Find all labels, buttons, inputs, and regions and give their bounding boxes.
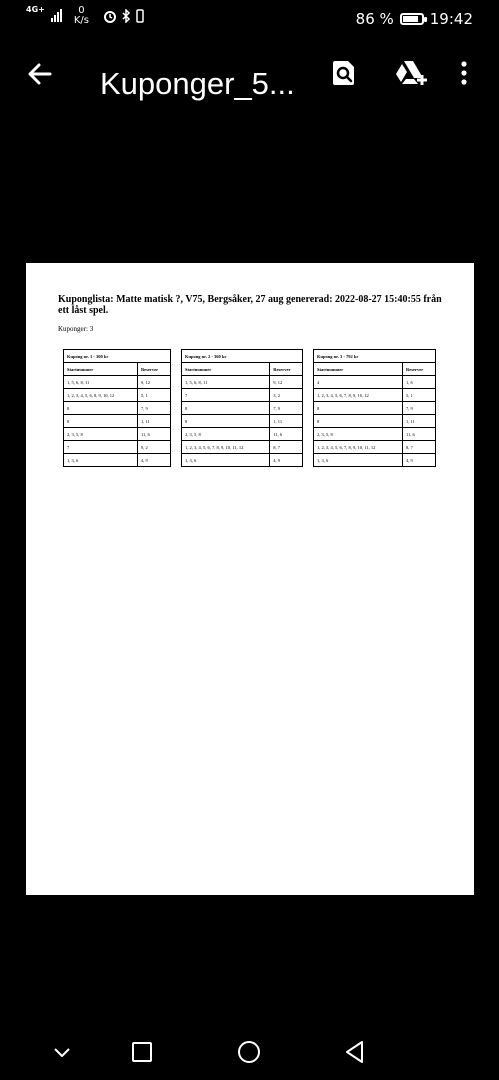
table-row (64, 389, 171, 402)
table-row (182, 441, 303, 454)
table-row (182, 376, 303, 389)
battery-icon (400, 13, 424, 25)
cell-reserve: 5, 1 (402, 389, 435, 402)
speed-value: 0 (78, 5, 85, 16)
table-row (182, 428, 303, 441)
more-vert-icon[interactable] (454, 58, 474, 88)
cell-start: 7 (64, 441, 138, 454)
table-row (182, 402, 303, 415)
cell-start: 7 (182, 389, 270, 402)
cell-start: 1, 3, 6 (314, 454, 403, 467)
cell-start: 1, 2, 3, 4, 5, 6, 8, 9, 10, 12 (64, 389, 138, 402)
cell-reserve: 4, 9 (270, 454, 303, 467)
coupon-header: Kupong nr. 1 - 300 kr (64, 350, 171, 363)
table-row (64, 441, 171, 454)
cell-start: 8 (64, 415, 138, 428)
cell-reserve: 11, 6 (402, 428, 435, 441)
network-type: 4G+ (26, 5, 45, 14)
cell-reserve: 7, 9 (402, 402, 435, 415)
table-row (182, 454, 303, 467)
table-row (314, 428, 436, 441)
table-row (314, 454, 436, 467)
table-row (314, 376, 436, 389)
bluetooth-icon (121, 9, 131, 23)
cell-reserve: 8, 7 (402, 441, 435, 454)
status-left (26, 6, 145, 26)
status-icons (103, 9, 145, 23)
table-row (314, 441, 436, 454)
table-row (314, 415, 436, 428)
table-row (314, 402, 436, 415)
cell-reserve: 7, 9 (270, 402, 303, 415)
cell-start: 8 (314, 402, 403, 415)
table-row (182, 415, 303, 428)
status-right (356, 10, 473, 28)
triangle-back-icon[interactable] (341, 1038, 369, 1066)
cell-start: 2, 3, 5, 8 (314, 428, 403, 441)
cell-start: 2, 3, 5, 8 (182, 428, 270, 441)
cell-start: 4 (314, 376, 403, 389)
cell-start: 1, 5, 6, 8, 11 (182, 376, 270, 389)
cell-start: 1, 3, 6 (64, 454, 138, 467)
coupon-table-3 (313, 349, 436, 467)
cell-reserve: 11, 6 (137, 428, 170, 441)
cell-start: 1, 5, 6, 8, 11 (64, 376, 138, 389)
table-row (182, 389, 303, 402)
col-header-reserve: Reserver (270, 363, 303, 376)
col-header-start: Startnummer (182, 363, 270, 376)
doc-heading: Kuponglista: Matte matisk ?, V75, Bergsåker, 27 aug genererad: 2022-08-27 15:40:55 från ett låst spel. (58, 294, 442, 316)
cell-start: 8 (182, 415, 270, 428)
table-row (64, 428, 171, 441)
square-icon[interactable] (128, 1038, 156, 1066)
cell-start: 8 (314, 415, 403, 428)
status-bar (0, 0, 499, 36)
cell-reserve: 9, 2 (137, 441, 170, 454)
col-header-start: Startnummer (314, 363, 403, 376)
cell-start: 1, 2, 3, 4, 5, 6, 7, 8, 9, 10, 11, 12 (314, 441, 403, 454)
cell-reserve: 7, 9 (137, 402, 170, 415)
cell-reserve: 9, 12 (270, 376, 303, 389)
table-row (64, 402, 171, 415)
document-title: Kuponger_5... (100, 66, 295, 101)
cell-start: 2, 3, 5, 8 (64, 428, 138, 441)
col-header-start: Startnummer (64, 363, 138, 376)
coupon-table-1 (63, 349, 171, 467)
coupon-header: Kupong nr. 2 - 360 kr (182, 350, 303, 363)
table-row (64, 454, 171, 467)
col-header-reserve: Reserver (137, 363, 170, 376)
cell-reserve: 8, 7 (270, 441, 303, 454)
cell-reserve: 1, 11 (137, 415, 170, 428)
circle-icon[interactable] (235, 1038, 263, 1066)
cell-reserve: 3, 2 (270, 389, 303, 402)
table-row (314, 389, 436, 402)
coupon-table-2 (181, 349, 303, 467)
navigation-bar (0, 1024, 499, 1080)
cell-reserve: 11, 6 (270, 428, 303, 441)
col-header-reserve: Reserver (402, 363, 435, 376)
cell-start: 1, 2, 3, 4, 5, 6, 7, 8, 9, 10, 12 (314, 389, 403, 402)
table-row (64, 415, 171, 428)
alarm-icon (103, 9, 117, 23)
cell-reserve: 4, 9 (402, 454, 435, 467)
network-speed (74, 6, 89, 26)
cell-start: 1, 2, 3, 4, 5, 6, 7, 8, 9, 10, 11, 12 (182, 441, 270, 454)
cell-start: 8 (182, 402, 270, 415)
coupon-count: Kuponger: 3 (58, 325, 94, 333)
coupon-header: Kupong nr. 3 - 792 kr (314, 350, 436, 363)
find-in-page-icon[interactable] (329, 58, 359, 88)
cell-start: 1, 3, 6 (182, 454, 270, 467)
signal-icon (51, 8, 62, 22)
vibrate-icon (135, 9, 145, 23)
app-bar (0, 40, 499, 120)
cell-reserve: 5, 1 (137, 389, 170, 402)
cell-reserve: 1, 6 (402, 376, 435, 389)
table-row (64, 376, 171, 389)
cell-reserve: 1, 11 (270, 415, 303, 428)
clock: 19:42 (429, 10, 473, 28)
cell-start: 8 (64, 402, 138, 415)
cell-reserve: 9, 12 (137, 376, 170, 389)
battery-percent: 86 % (355, 10, 394, 28)
cell-reserve: 4, 9 (137, 454, 170, 467)
arrow-left-icon[interactable] (24, 58, 56, 90)
document-page[interactable] (26, 263, 474, 895)
add-to-drive-icon[interactable] (393, 58, 429, 88)
speed-unit: K/s (73, 15, 89, 26)
chevron-down-icon[interactable] (48, 1038, 76, 1066)
cell-reserve: 1, 11 (402, 415, 435, 428)
